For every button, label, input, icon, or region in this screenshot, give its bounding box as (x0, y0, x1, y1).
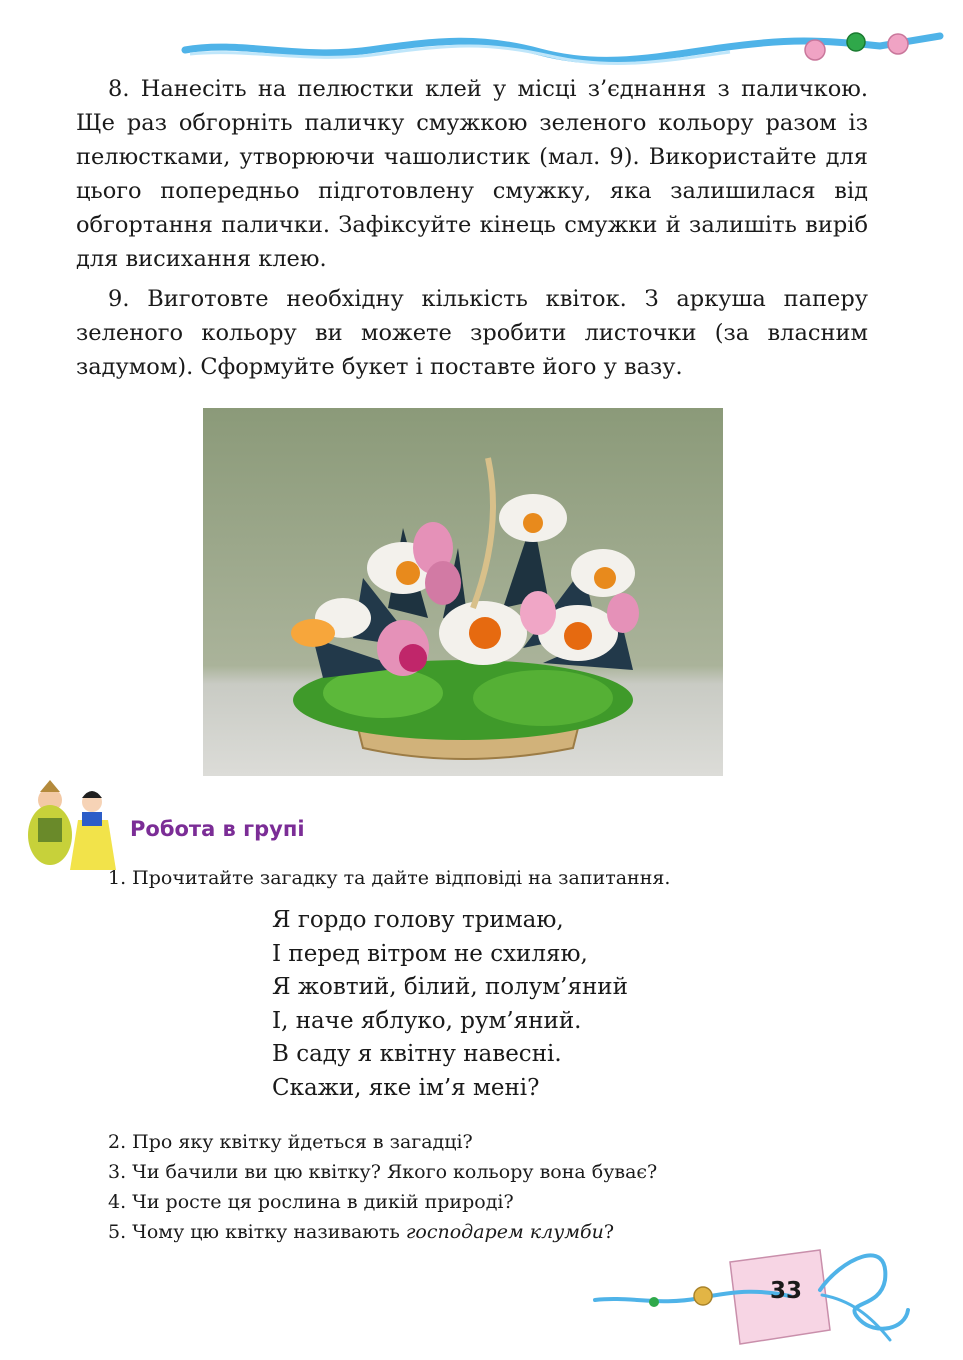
page-number: 33 (770, 1278, 803, 1304)
poem-line: Я жовтий, білий, полум’яний (272, 974, 628, 1000)
cartoon-characters-icon (20, 780, 120, 875)
question-1: 1. Прочитайте загадку та дайте відповіді на запитання. (108, 867, 671, 889)
question-3: 3. Чи бачили ви цю квітку? Якого кольору вона буває? (108, 1161, 658, 1183)
bead-pink-icon (805, 40, 825, 60)
decorative-ribbon-bottom (590, 1240, 920, 1350)
poem-line: І перед вітром не схиляю, (272, 940, 588, 967)
bead-green-icon (847, 33, 865, 51)
poem-line: В саду я квітну навесні. (272, 1041, 562, 1067)
section-title: Робота в групі (130, 817, 305, 841)
poem-line: Я гордо голову тримаю, (272, 907, 564, 933)
question-5-prefix: 5. Чому цю квітку називають (108, 1221, 406, 1243)
question-4: 4. Чи росте ця рослина в дикій природі? (108, 1191, 514, 1213)
bead-pink-icon (888, 34, 908, 54)
riddle-poem (272, 904, 628, 1105)
instruction-step-9: 9. Виготовте необхідну кількість квіток. З аркуша паперу зеленого кольору ви можете зробити листочки (за власним задумом). Сформуйте букет і поставте його у вазу. (76, 286, 868, 380)
poem-line: Скажи, яке ім’я мені? (272, 1074, 540, 1101)
bead-gold-icon (694, 1287, 712, 1305)
flower-bouquet-photo (203, 408, 723, 776)
bead-green-icon (649, 1297, 659, 1307)
instruction-step-8: 8. Нанесіть на пелюстки клей у місці з’єднання з паличкою. Ще раз обгорніть паличку смужкою зеленого кольору разом із пелюстками, утворюючи чашолистик (мал. 9). Використайте для цього попередньо підготовлену смужку, яка залишилася від обгортання палички. Зафіксуйте кінець смужки й залишіть виріб для висихання клею. (76, 76, 868, 272)
question-5-suffix: ? (603, 1221, 614, 1243)
question-5 (108, 1218, 614, 1246)
question-5-emphasis: господарем клумби (405, 1221, 604, 1243)
question-2: 2. Про яку квітку йдеться в загадці? (108, 1131, 473, 1153)
poem-line: І, наче яблуко, рум’яний. (272, 1007, 582, 1034)
